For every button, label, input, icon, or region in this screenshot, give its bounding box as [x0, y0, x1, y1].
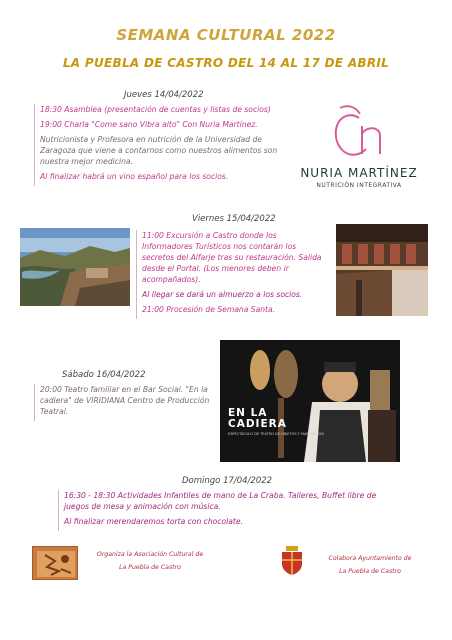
event-line: Nutricionista y Profesora en nutrición de la Universidad de Zaragoza que viene a contarnos como nuestros alimentos son nuestra mejor medicina. [40, 135, 278, 166]
apple-logo-icon [296, 104, 426, 166]
collaborator-line2: La Puebla de Castro [339, 568, 401, 575]
organizer-line1: Organiza la Asociación Cultural de [96, 551, 204, 558]
event-line: 11:00 Excursión a Castro donde los Informadores Turísticos nos contarán los secretos del Alfarje tras su restauración. Salida desde el Portal. (Los menores deben ir acompañados). [142, 231, 322, 284]
footer-collaborator [310, 552, 430, 578]
poster-title-line1: EN LA [228, 407, 268, 419]
logo-tagline: NUTRICIÓN INTEGRATIVA [316, 182, 402, 189]
event-line: Al finalizar merendaremos torta con chocolate. [64, 517, 243, 526]
town-coat-of-arms [280, 546, 304, 576]
day-heading-sunday: Domingo 17/04/2022 [182, 476, 273, 486]
day-heading-saturday: Sábado 16/04/2022 [62, 370, 146, 380]
day-block-friday [136, 230, 326, 319]
event-line: 19:00 Charla "Come sano Vibra alto" Con Nuria Martínez. [40, 120, 258, 129]
page-title: SEMANA CULTURAL 2022 [116, 26, 336, 44]
day-block-sunday [58, 490, 398, 531]
day-block-saturday [34, 384, 214, 421]
day-heading-friday: Viernes 15/04/2022 [192, 214, 276, 224]
poster-title [228, 408, 287, 430]
nuria-martinez-logo [296, 104, 426, 194]
event-line: Al llegar se dará un almuerzo a los socios. [142, 290, 303, 299]
organizer-line2: La Puebla de Castro [119, 564, 181, 571]
landscape-photo [20, 228, 130, 306]
event-line: Al finalizar habrá un vino español para los socios. [40, 172, 229, 181]
collaborator-line1: Colabora Ayuntamiento de [328, 555, 412, 562]
poster-subtitle: ESPECTÁCULO DE TEATRO DE OBJETOS Y MARIONETAS [228, 432, 324, 436]
association-emblem [32, 546, 78, 580]
event-line: 20:00 Teatro familiar en el Bar Social. "En la cadiera" de VIRIDIANA Centro de Producción Teatral. [40, 385, 210, 416]
event-line: 16:30 - 18:30 Actividades Infantiles de mano de La Craba. Talleres, Buffet libre de juegos de mesa y animación con música. [64, 491, 377, 511]
page-subtitle: LA PUEBLA DE CASTRO DEL 14 AL 17 DE ABRIL [62, 56, 390, 70]
event-line: 18:30 Asamblea (presentación de cuentas y listas de socios) [40, 105, 271, 114]
footer-organizer [80, 548, 220, 574]
logo-name: NURIA MARTÍNEZ [300, 166, 418, 180]
alfarje-ceiling-photo [336, 224, 428, 316]
poster-title-line2: CADIERA [228, 418, 287, 430]
day-heading-thursday: Jueves 14/04/2022 [124, 90, 204, 100]
day-block-thursday [34, 104, 296, 186]
theatre-poster [220, 340, 400, 462]
event-line: 21:00 Procesión de Semana Santa. [142, 305, 276, 314]
